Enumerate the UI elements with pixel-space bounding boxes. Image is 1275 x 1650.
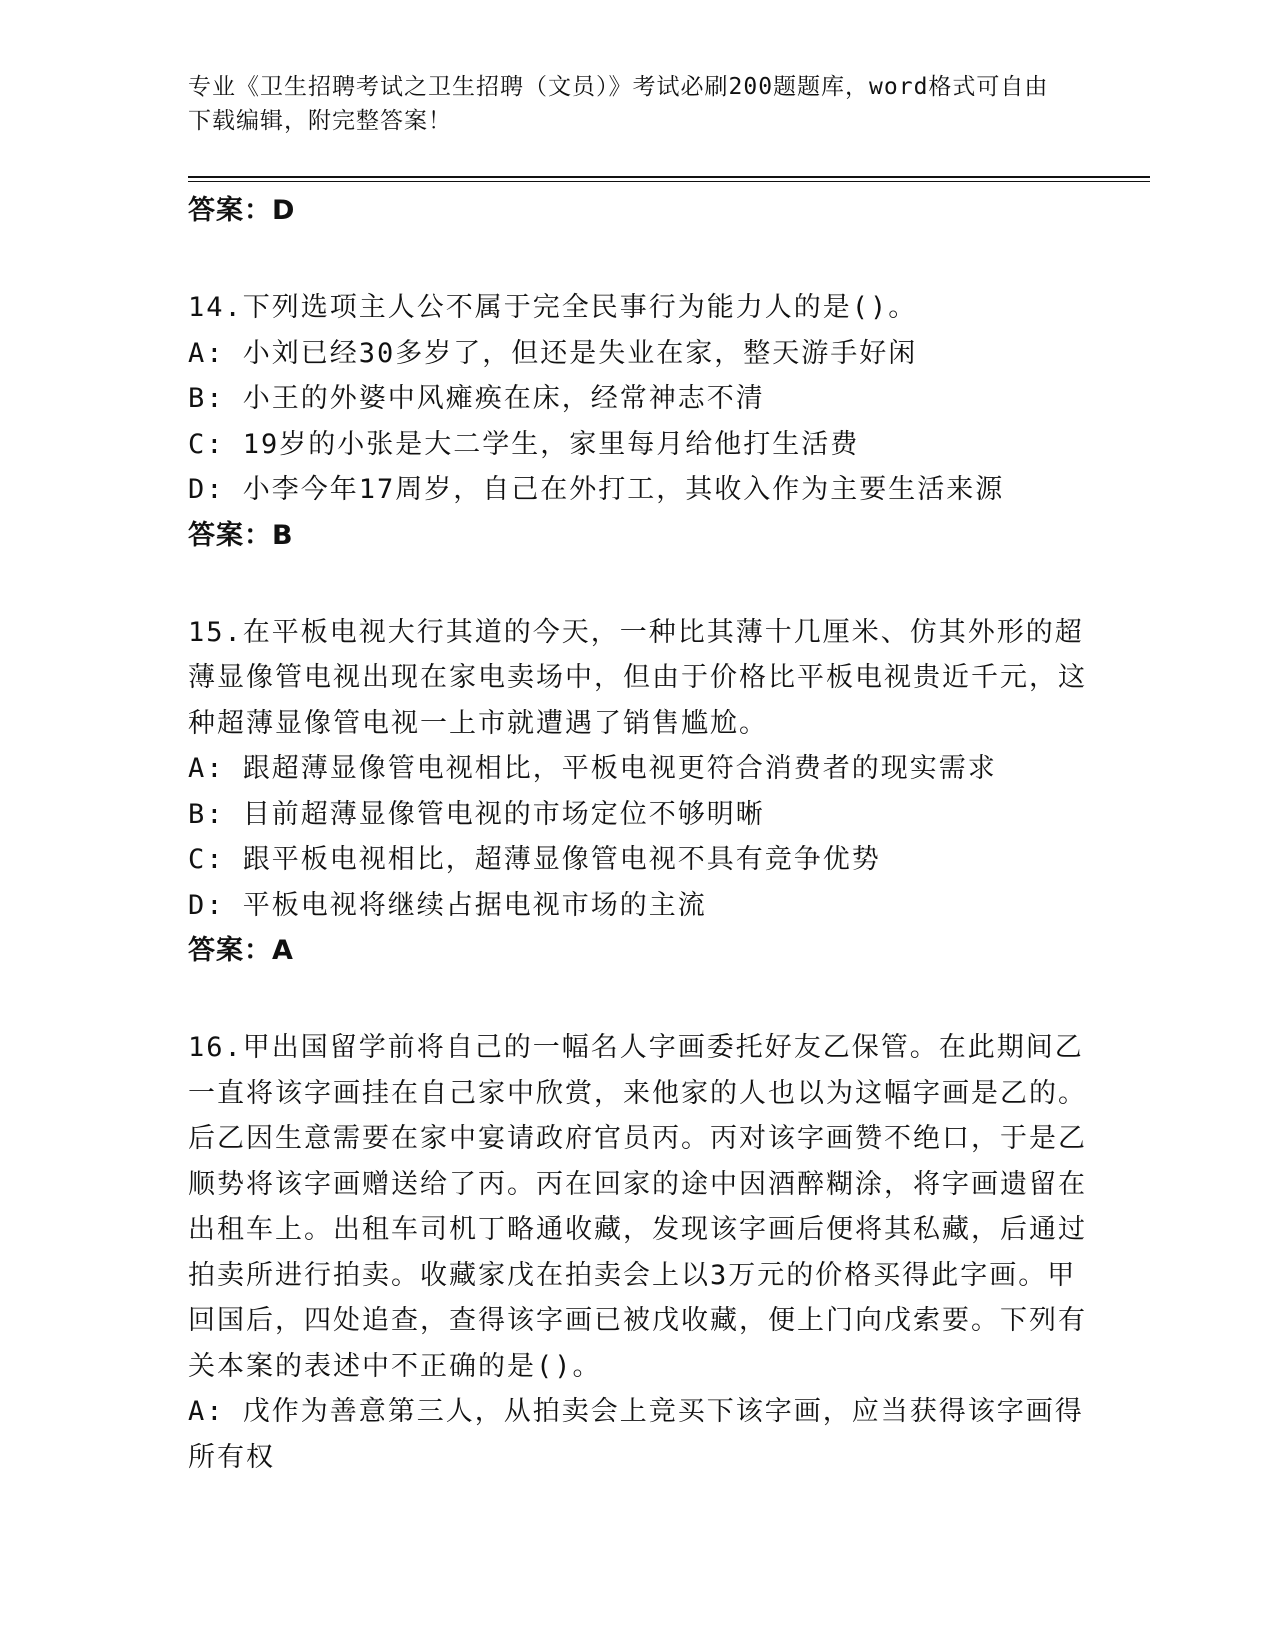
- document-header: 专业《卫生招聘考试之卫生招聘（文员）》考试必刷200题题库，word格式可自由下载编辑，附完整答案！: [188, 74, 1049, 134]
- question-stem: 14.下列选项主人公不属于完全民事行为能力人的是()。: [188, 292, 918, 323]
- option-b: B: 小王的外婆中风瘫痪在床，经常神志不清: [188, 383, 765, 414]
- question-14: [188, 285, 1088, 558]
- answer-line: 答案：D: [188, 195, 296, 226]
- answer-line: 答案：B: [188, 519, 294, 551]
- header-divider-thin: [188, 181, 1150, 182]
- option-c: C: 19岁的小张是大二学生，家里每月给他打生活费: [188, 428, 860, 460]
- document-body: [188, 188, 1088, 1480]
- option-a: A: 跟超薄显像管电视相比，平板电视更符合消费者的现实需求: [188, 753, 997, 784]
- question-15: [188, 610, 1088, 974]
- option-c: C: 跟平板电视相比，超薄显像管电视不具有竞争优势: [188, 844, 881, 875]
- header-divider-thick: [188, 176, 1150, 178]
- option-d: D: 平板电视将继续占据电视市场的主流: [188, 889, 707, 921]
- question-stem: 15.在平板电视大行其道的今天，一种比其薄十几厘米、仿其外形的超薄显像管电视出现在家电卖场中，但由于价格比平板电视贵近千元，这种超薄显像管电视一上市就遭遇了销售尴尬。: [188, 616, 1087, 739]
- option-a: A: 戊作为善意第三人，从拍卖会上竞买下该字画，应当获得该字画得所有权: [188, 1396, 1084, 1473]
- answer-line: 答案：A: [188, 935, 294, 966]
- question-16: [188, 1025, 1088, 1480]
- question-stem: 16.甲出国留学前将自己的一幅名人字画委托好友乙保管。在此期间乙一直将该字画挂在自己家中欣赏，来他家的人也以为这幅字画是乙的。后乙因生意需要在家中宴请政府官员丙。丙对该字画赞不绝口，于是乙顺势将该字画赠送给了丙。丙在回家的途中因酒醉糊涂，将字画遗留在出租车上。出租车司机丁略通收藏，发现该字画后便将其私藏，后通过拍卖所进行拍卖。收藏家戊在拍卖会上以3万元的价格买得此字画。甲回国后，四处追查，查得该字画已被戊收藏，便上门向戊索要。下列有关本案的表述中不正确的是()。: [188, 1032, 1087, 1382]
- option-a: A: 小刘已经30多岁了，但还是失业在家，整天游手好闲: [188, 337, 918, 369]
- option-d: D: 小李今年17周岁，自己在外打工，其收入作为主要生活来源: [188, 474, 1005, 505]
- option-b: B: 目前超薄显像管电视的市场定位不够明晰: [188, 798, 765, 830]
